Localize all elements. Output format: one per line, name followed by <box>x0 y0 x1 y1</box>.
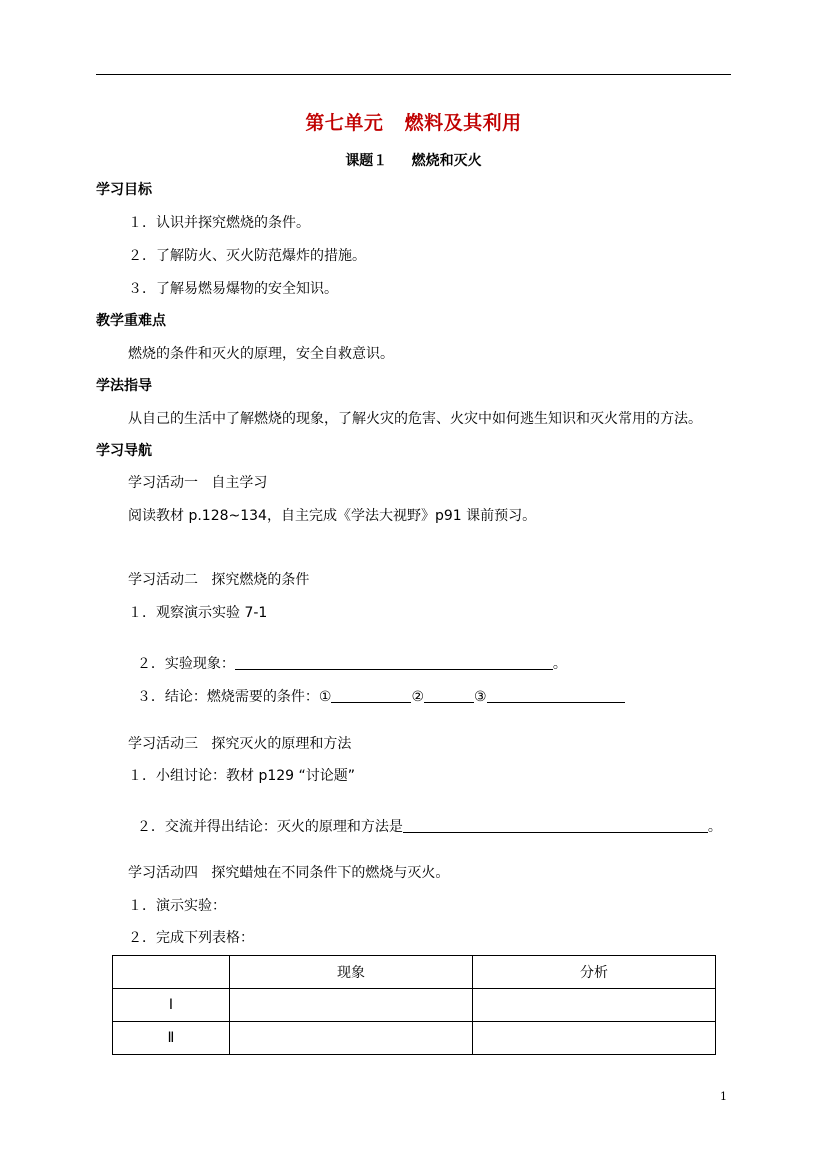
table-cell[interactable] <box>230 1022 473 1055</box>
activity2-item1: １．观察演示实验 7-1 <box>128 605 268 621</box>
table-cell[interactable] <box>230 989 473 1022</box>
activity3-item1: １．小组讨论：教材 p129 “讨论题” <box>128 768 356 784</box>
phenomenon-blank[interactable] <box>235 655 553 670</box>
objective-item: ２．了解防火、灭火防范爆炸的措施。 <box>128 248 366 264</box>
table-header-row <box>113 956 716 989</box>
activity2-title: 学习活动二 探究燃烧的条件 <box>128 572 310 588</box>
table-cell[interactable] <box>473 989 716 1022</box>
table-header-cell <box>113 956 230 989</box>
observation-table <box>112 955 716 1055</box>
key-points-text: 燃烧的条件和灭火的原理，安全自救意识。 <box>128 346 394 362</box>
circled-two: ② <box>411 689 425 705</box>
table-row <box>113 989 716 1022</box>
table-cell[interactable] <box>473 1022 716 1055</box>
table-header-cell: 现象 <box>230 956 473 989</box>
guide-heading: 学习导航 <box>96 443 152 459</box>
table-cell: Ⅱ <box>113 1022 230 1055</box>
circled-three: ③ <box>474 689 487 705</box>
activity2-item3 <box>128 670 625 706</box>
activity4-item2: ２．完成下列表格： <box>128 930 254 946</box>
key-points-heading: 教学重难点 <box>96 313 166 329</box>
activity4-item1: １．演示实验： <box>128 898 226 914</box>
period-mark: 。 <box>707 819 722 835</box>
condition-blank-1[interactable] <box>331 688 411 703</box>
lesson-title: 课题１ 燃烧和灭火 <box>345 153 482 169</box>
table-cell: Ⅰ <box>113 989 230 1022</box>
table-row <box>113 1022 716 1055</box>
activity3-title: 学习活动三 探究灭火的原理和方法 <box>128 736 352 752</box>
circled-one: ① <box>318 689 332 705</box>
objective-item: １．认识并探究燃烧的条件。 <box>128 215 310 231</box>
table-header-cell: 分析 <box>473 956 716 989</box>
phenomenon-label: ２．实验现象： <box>136 656 235 672</box>
extinguish-label: ２．交流并得出结论：灭火的原理和方法是 <box>136 819 403 835</box>
activity1-text: 阅读教材 p.128~134，自主完成《学法大视野》p91 课前预习。 <box>128 508 537 524</box>
objective-item: ３．了解易燃易爆物的安全知识。 <box>128 281 338 297</box>
activity4-title: 学习活动四 探究蜡烛在不同条件下的燃烧与灭火。 <box>128 865 450 881</box>
extinguish-blank[interactable] <box>403 818 708 833</box>
objectives-heading: 学习目标 <box>96 182 152 198</box>
method-heading: 学法指导 <box>96 378 152 394</box>
period-mark: 。 <box>552 656 567 672</box>
page-number: 1 <box>720 1090 727 1103</box>
condition-blank-2[interactable] <box>424 688 474 703</box>
conclusion-label: ３．结论：燃烧需要的条件： <box>136 689 319 705</box>
unit-title: 第七单元 燃料及其利用 <box>305 112 522 134</box>
method-text: 从自己的生活中了解燃烧的现象，了解火灾的危害、火灾中如何逃生知识和灭火常用的方法。 <box>128 411 702 427</box>
header-rule <box>96 74 731 75</box>
activity3-item2 <box>128 800 722 836</box>
activity1-title: 学习活动一 自主学习 <box>128 475 268 491</box>
condition-blank-3[interactable] <box>487 688 625 703</box>
activity2-item2 <box>128 637 567 673</box>
